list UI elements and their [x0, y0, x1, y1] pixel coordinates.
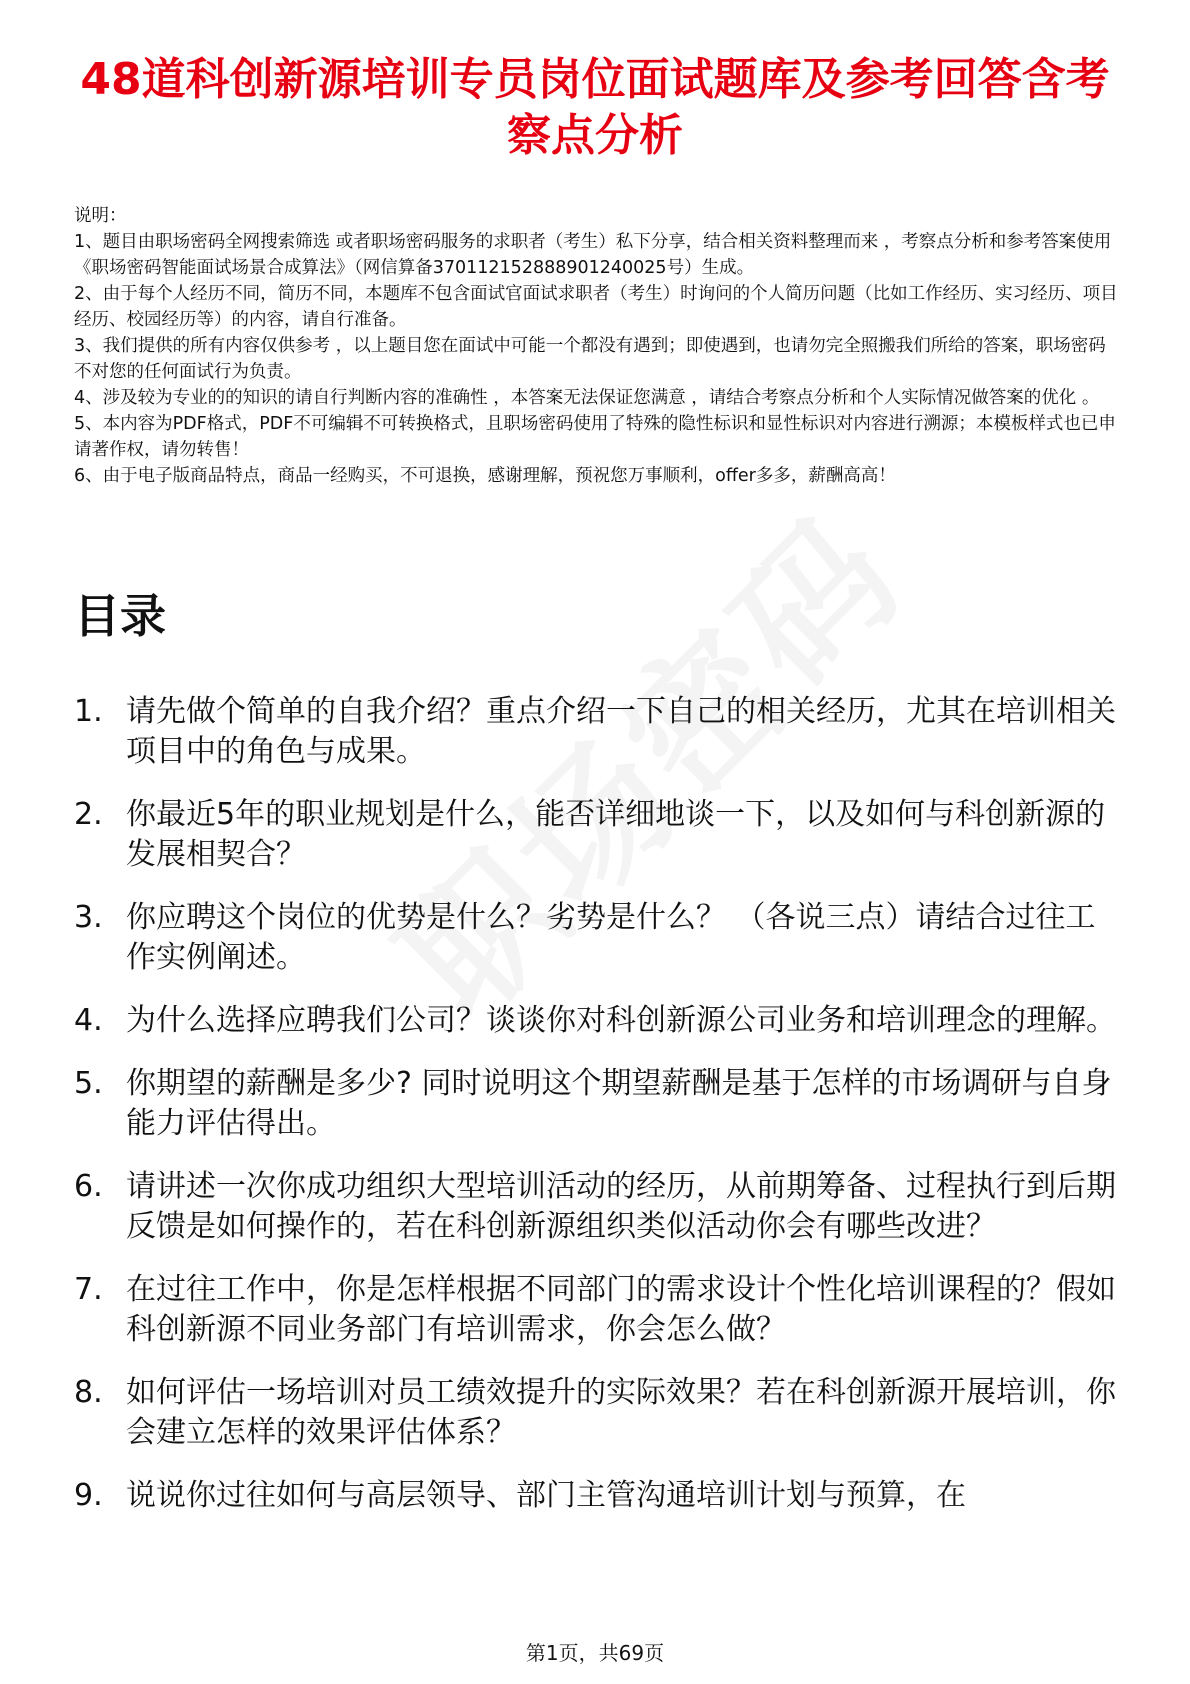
toc-item-text: 为什么选择应聘我们公司？谈谈你对科创新源公司业务和培训理念的理解。: [126, 1003, 1116, 1038]
note-item: 5、本内容为PDF格式，PDF不可编辑不可转换格式，且职场密码使用了特殊的隐性标识和显性标识对内容进行溯源；本模板样式也已申请著作权，请勿转售！: [74, 414, 1116, 460]
toc-item-number: 6.: [74, 1169, 103, 1204]
toc-item-number: 2.: [74, 797, 103, 832]
note-item: 3、我们提供的所有内容仅供参考 ，以上题目您在面试中可能一个都没有遇到；即使遇到，也请勿完全照搬我们所给的答案，职场密码不对您的任何面试行为负责。: [74, 336, 1106, 382]
toc-item-text: 你期望的薪酬是多少? 同时说明这个期望薪酬是基于怎样的市场调研与自身能力评估得出。: [126, 1066, 1112, 1141]
toc-item[interactable]: [74, 1064, 1124, 1144]
toc-item-number: 5.: [74, 1066, 103, 1101]
toc-item-text: 说说你过往如何与高层领导、部门主管沟通培训计划与预算，在: [126, 1478, 966, 1513]
toc-item-number: 8.: [74, 1375, 103, 1410]
toc-item[interactable]: [74, 692, 1124, 772]
toc-item[interactable]: [74, 1001, 1124, 1041]
note-item: 6、由于电子版商品特点，商品一经购买，不可退换，感谢理解，预祝您万事顺利，offer多多，薪酬高高！: [74, 466, 896, 486]
toc-item-text: 你应聘这个岗位的优势是什么？劣势是什么？ （各说三点）请结合过往工作实例阐述。: [126, 900, 1096, 975]
notes-heading: 说明：: [74, 206, 127, 226]
note-item: 2、由于每个人经历不同，简历不同，本题库不包含面试官面试求职者（考生）时询问的个人简历问题（比如工作经历、实习经历、项目经历、校园经历等）的内容，请自行准备。: [74, 284, 1118, 330]
toc-item-number: 3.: [74, 900, 103, 935]
note-item: 1、题目由职场密码全网搜索筛选 或者职场密码服务的求职者（考生）私下分享，结合相关资料整理而来 ，考察点分析和参考答案使用《职场密码智能面试场景合成算法》（网信算备370112152888901240025号）生成。: [74, 232, 1112, 278]
toc-item-text: 请讲述一次你成功组织大型培训活动的经历，从前期筹备、过程执行到后期反馈是如何操作的，若在科创新源组织类似活动你会有哪些改进？: [126, 1169, 1116, 1244]
document-title: 48道科创新源培训专员岗位面试题库及参考回答含考察点分析: [80, 54, 1110, 161]
toc-item-number: 4.: [74, 1003, 103, 1038]
note-item: 4、涉及较为专业的的知识的请自行判断内容的准确性 ，本答案无法保证您满意 ，请结合考察点分析和个人实际情况做答案的优化 。: [74, 388, 1100, 408]
notes-section: [74, 203, 1119, 489]
toc-item-number: 9.: [74, 1478, 103, 1513]
toc-item[interactable]: [74, 1270, 1124, 1350]
toc-item-text: 请先做个简单的自我介绍？重点介绍一下自己的相关经历，尤其在培训相关项目中的角色与成果。: [126, 694, 1116, 769]
toc-heading: 目录: [74, 589, 166, 643]
toc-item[interactable]: [74, 795, 1124, 875]
toc-item-number: 7.: [74, 1272, 103, 1307]
toc-item[interactable]: [74, 898, 1124, 978]
page-footer: 第1页，共69页: [525, 1641, 665, 1665]
toc-item-text: 在过往工作中，你是怎样根据不同部门的需求设计个性化培训课程的？假如科创新源不同业务部门有培训需求，你会怎么做？: [126, 1272, 1116, 1347]
toc-item-text: 如何评估一场培训对员工绩效提升的实际效果？若在科创新源开展培训，你会建立怎样的效果评估体系？: [126, 1375, 1116, 1450]
toc-item[interactable]: [74, 1373, 1124, 1453]
table-of-contents: [74, 692, 1124, 1539]
toc-item-number: 1.: [74, 694, 103, 729]
toc-item-text: 你最近5年的职业规划是什么，能否详细地谈一下，以及如何与科创新源的发展相契合？: [126, 797, 1106, 872]
toc-item[interactable]: [74, 1167, 1124, 1247]
toc-item[interactable]: [74, 1476, 1124, 1516]
